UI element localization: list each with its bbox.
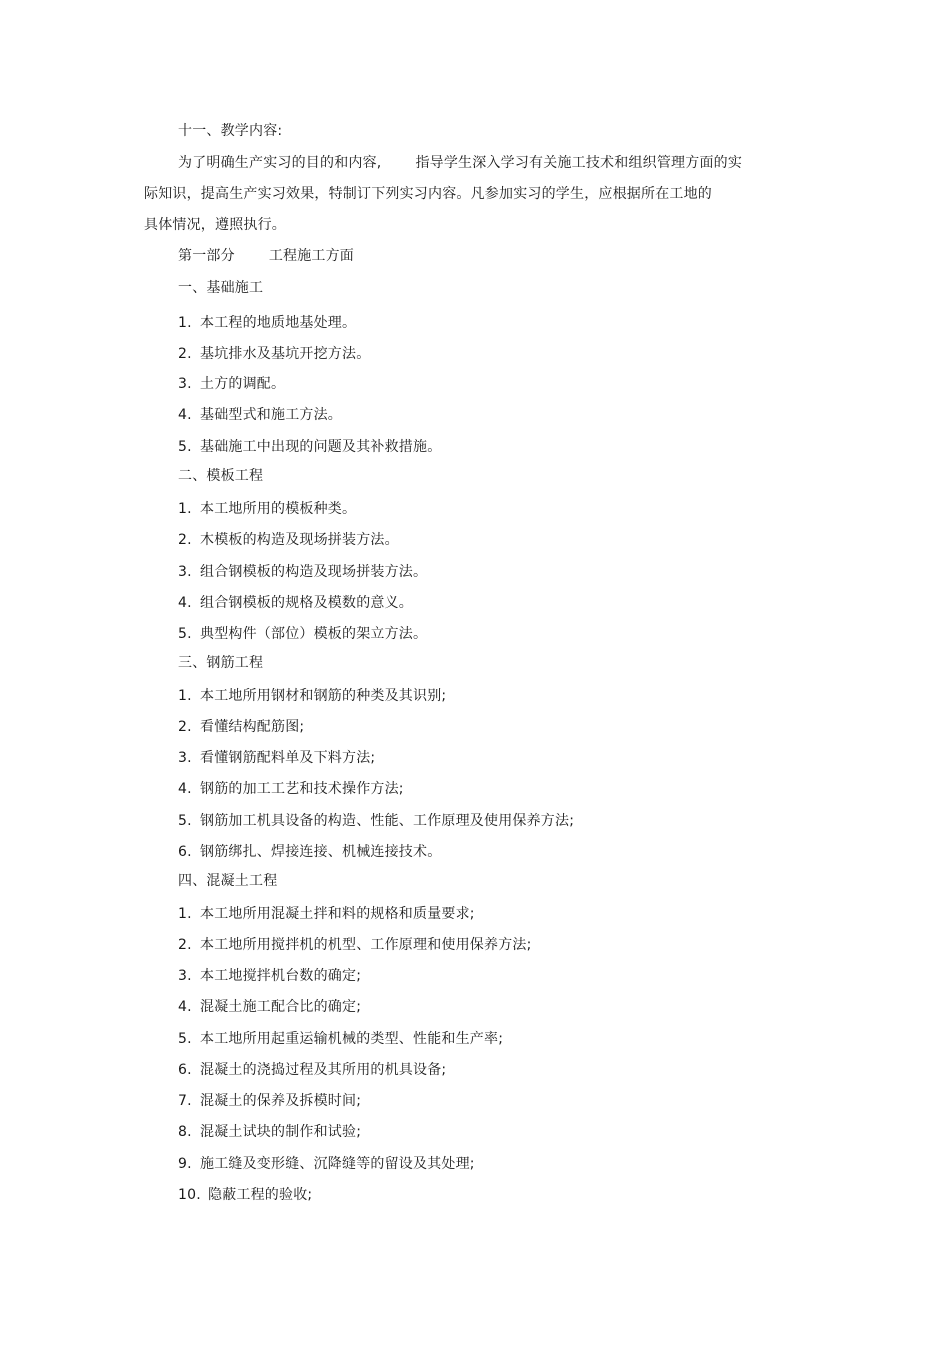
intro-line-2: 际知识，提高生产实习效果，特制订下列实习内容。凡参加实习的学生，应根据所在工地的 [144, 186, 712, 202]
list-item: 2. 看懂结构配筋图; [178, 719, 305, 735]
list-item: 1. 本工程的地质地基处理。 [178, 315, 357, 331]
intro-line-1a: 为了明确生产实习的目的和内容, [178, 155, 382, 171]
intro-line-1 [178, 154, 742, 172]
list-item: 5. 本工地所用起重运输机械的类型、性能和生产率; [178, 1031, 504, 1047]
part-label: 第一部分 [178, 248, 235, 264]
list-item: 3. 组合钢模板的构造及现场拼装方法。 [178, 564, 428, 580]
list-item: 1. 本工地所用的模板种类。 [178, 501, 357, 517]
list-item: 5. 典型构件（部位）模板的架立方法。 [178, 626, 428, 642]
list-item: 2. 木模板的构造及现场拼装方法。 [178, 532, 399, 548]
section-title: 二、模板工程 [178, 468, 264, 484]
list-item: 1. 本工地所用钢材和钢筋的种类及其识别; [178, 688, 447, 704]
list-item: 1. 本工地所用混凝土拌和料的规格和质量要求; [178, 906, 475, 922]
section-heading: 十一、教学内容: [178, 123, 283, 139]
section-title: 四、混凝土工程 [178, 873, 278, 889]
list-item: 2. 基坑排水及基坑开挖方法。 [178, 346, 371, 362]
list-item: 3. 看懂钢筋配料单及下料方法; [178, 750, 376, 766]
list-item: 3. 本工地搅拌机台数的确定; [178, 968, 362, 984]
list-item: 5. 钢筋加工机具设备的构造、性能、工作原理及使用保养方法; [178, 813, 575, 829]
list-item: 3. 土方的调配。 [178, 376, 286, 392]
list-item: 4. 钢筋的加工工艺和技术操作方法; [178, 781, 404, 797]
intro-line-3: 具体情况，遵照执行。 [144, 217, 286, 233]
part-heading [178, 247, 354, 265]
list-item: 4. 基础型式和施工方法。 [178, 407, 342, 423]
list-item: 4. 混凝土施工配合比的确定; [178, 999, 362, 1015]
list-item: 7. 混凝土的保养及拆模时间; [178, 1093, 362, 1109]
intro-line-1b: 指导学生深入学习有关施工技术和组织管理方面的实 [415, 155, 743, 171]
section-title: 三、钢筋工程 [178, 655, 264, 671]
list-item: 4. 组合钢模板的规格及模数的意义。 [178, 595, 413, 611]
list-item: 10. 隐蔽工程的验收; [178, 1187, 313, 1203]
part-title: 工程施工方面 [268, 248, 355, 264]
list-item: 6. 混凝土的浇捣过程及其所用的机具设备; [178, 1062, 447, 1078]
list-item: 2. 本工地所用搅拌机的机型、工作原理和使用保养方法; [178, 937, 532, 953]
list-item: 8. 混凝土试块的制作和试验; [178, 1124, 362, 1140]
list-item: 5. 基础施工中出现的问题及其补救措施。 [178, 439, 442, 455]
list-item: 6. 钢筋绑扎、焊接连接、机械连接技术。 [178, 844, 442, 860]
section-title: 一、基础施工 [178, 280, 264, 296]
list-item: 9. 施工缝及变形缝、沉降缝等的留设及其处理; [178, 1156, 475, 1172]
